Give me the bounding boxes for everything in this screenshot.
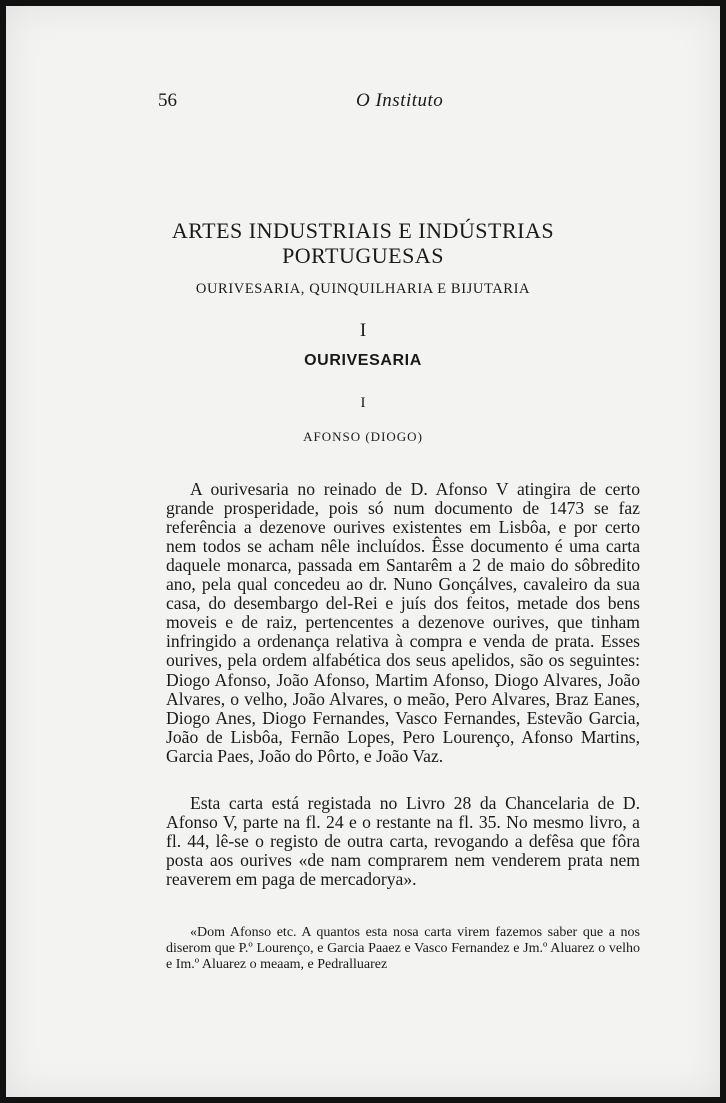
entry-numeral: I	[360, 395, 366, 411]
body-paragraph: A ourivesaria no reinado de D. Afonso V atingira de certo grande prosperidade, pois só num documento de 1473 se faz referência a dezenove ourives existentes em Lisbôa, e por certo nem todos se acham nêle incluídos. Êsse documento é uma carta daquele monarca, passada em Santarêm a 2 de maio do sôbredito ano, pela qual concedeu ao dr. Nuno Gonçálves, cavaleiro da sua casa, do desembargo del-Rei e juís dos feitos, metade dos bens moveis e de raiz, pertencentes a dezenove ourives, que tinham infringido a ordenança relativa à compra e venda de prata. Esses ourives, pela ordem alfabética dos seus apelidos, são os seguintes: Diogo Afonso, João Afonso, Martim Afonso, Diogo Alvares, João Alvares, o velho, João Alvares, o meão, Pero Alvares, Braz Eanes, Diogo Anes, Diogo Fernandes, Vasco Fernandes, Estevão Garcia, João de Lisbôa, Fernão Lopes, Pero Lourenço, Afonso Martins, Garcia Paes, João do Pôrto, e João Vaz.	[166, 478, 640, 766]
section-heading: OURIVESARIA	[304, 352, 422, 369]
part-numeral: I	[359, 320, 367, 341]
entry-name: AFONSO (DIOGO)	[303, 429, 423, 444]
article-title-line-2: PORTUGUESAS	[282, 243, 444, 268]
book-page	[6, 6, 720, 1097]
footnote: «Dom Afonso etc. A quantos esta nosa carta virem fazemos saber que a nos diserom que P.º Lourenço, e Garcia Paaez e Vasco Fernandez e Jm.º Aluarez o velho e Im.º Aluarez o meaam, e Pedralluarez	[166, 925, 640, 972]
page-header	[6, 90, 720, 120]
article-title-line-1: ARTES INDUSTRIAIS E INDÚSTRIAS	[171, 218, 555, 243]
running-title: O Instituto	[356, 90, 444, 111]
page-number: 56	[158, 90, 177, 111]
body-paragraph: Esta carta está registada no Livro 28 da Chancelaria de D. Afonso V, parte na fl. 24 e o restante na fl. 35. No mesmo livro, a fl. 44, lê-se o registo de outra carta, revogando a defêsa que fôra posta aos ourives «de nam comprarem nem venderem prata nem reaverem em paga de mercadorya».	[166, 792, 640, 889]
article-subtitle: OURIVESARIA, QUINQUILHARIA E BIJUTARIA	[195, 281, 531, 297]
